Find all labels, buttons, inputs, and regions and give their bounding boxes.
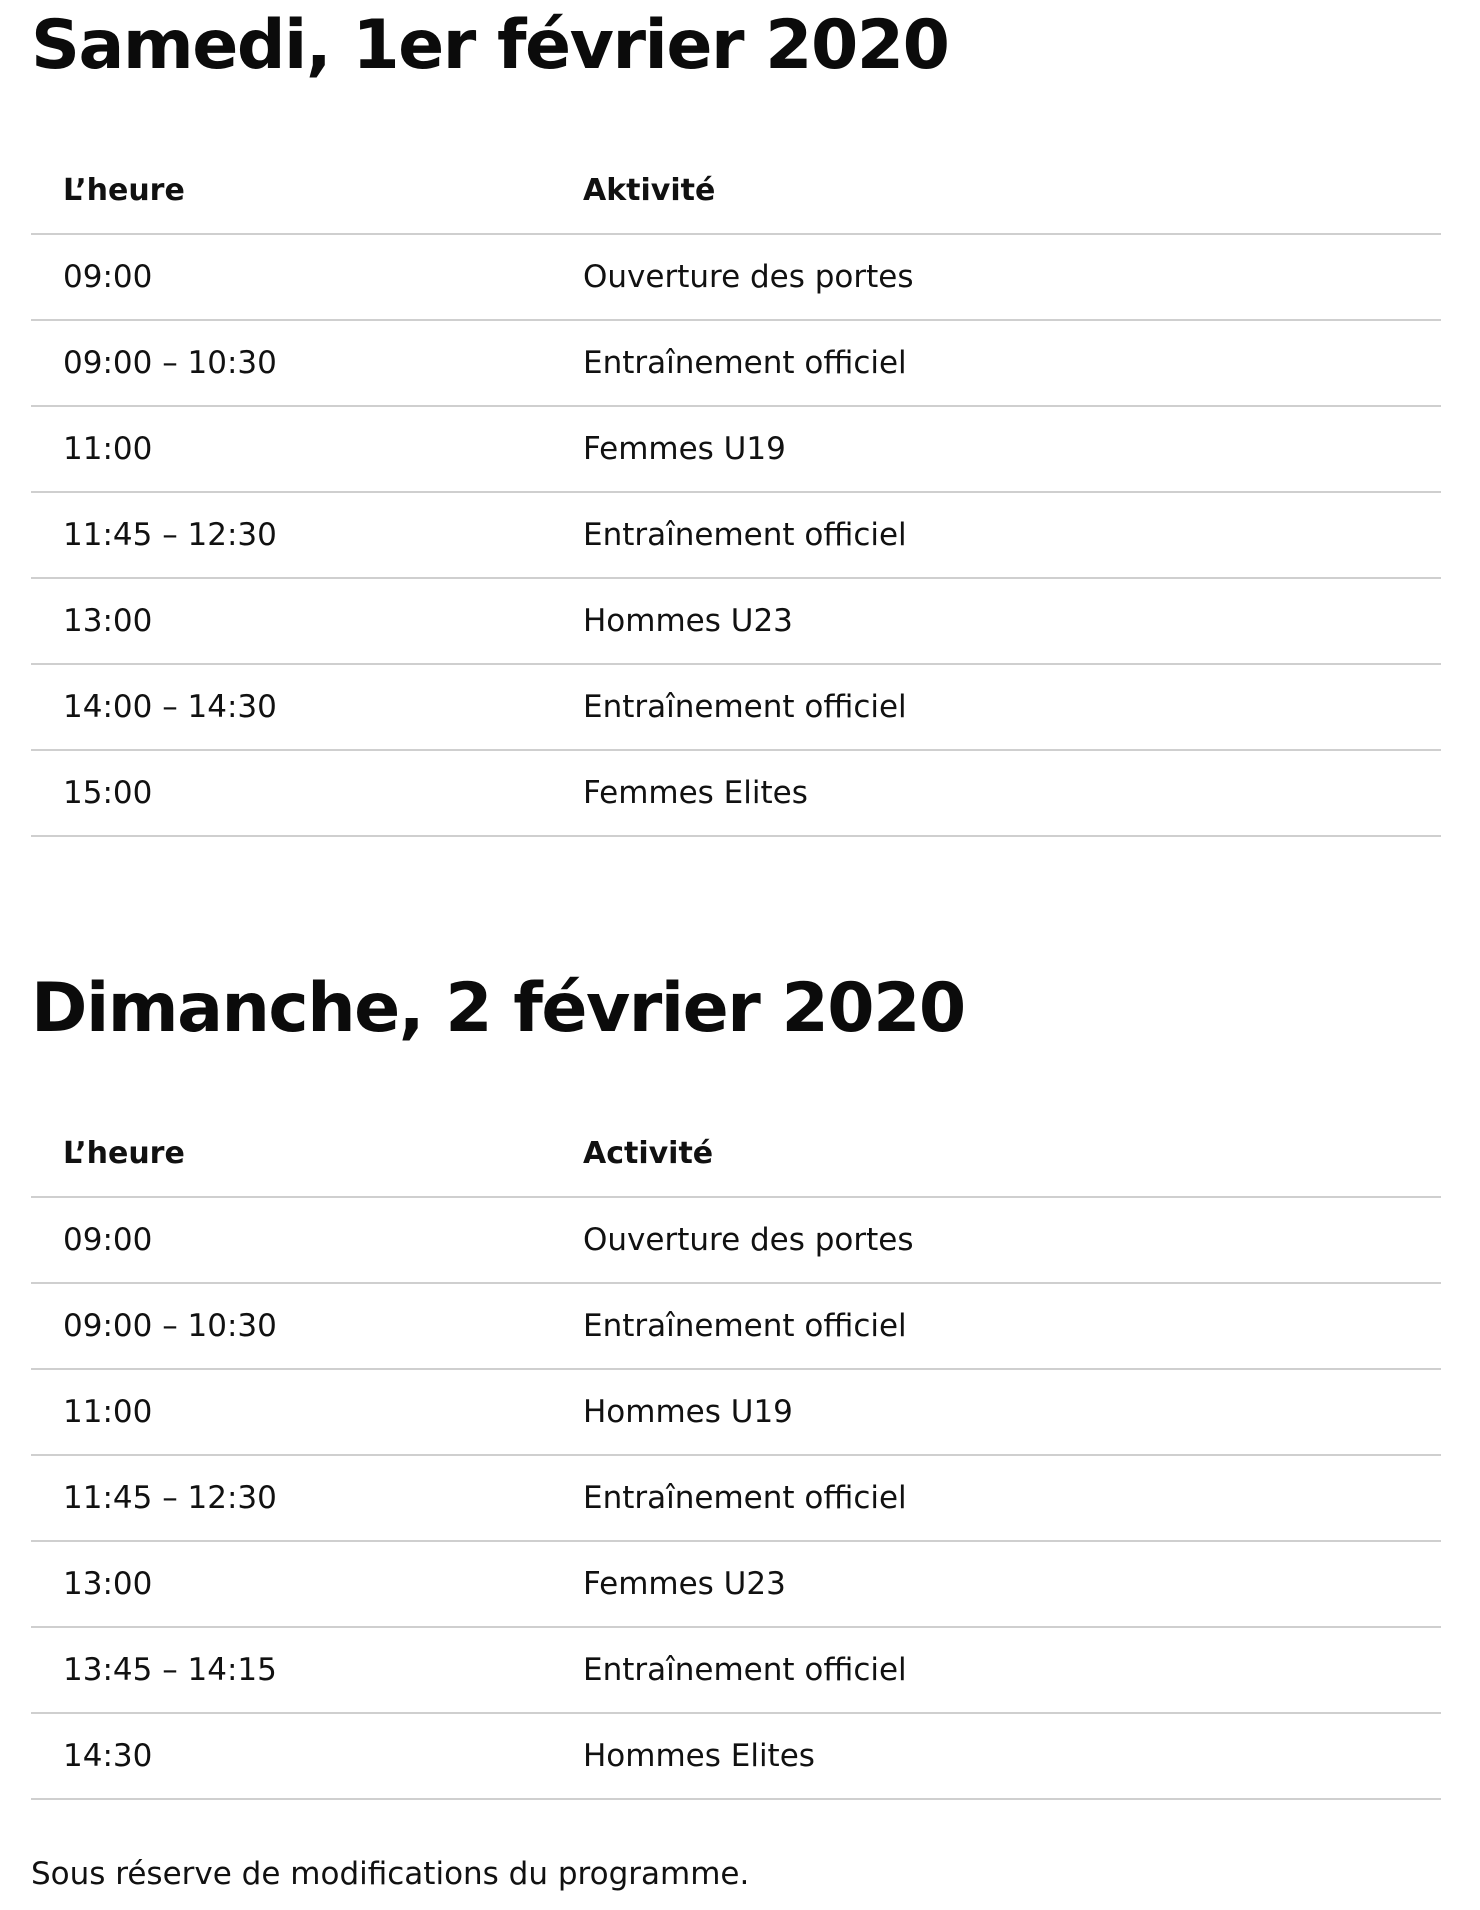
- table-header: [31, 1111, 1441, 1198]
- schedule-table-sunday: [31, 1111, 1441, 1800]
- activity-cell: Entraînement officiel: [583, 689, 907, 725]
- table-row: [31, 407, 1441, 493]
- activity-cell: Femmes Elites: [583, 775, 808, 811]
- schedule-footnote: Sous réserve de modifications du programme.: [31, 1856, 750, 1892]
- activity-cell: Femmes U19: [583, 431, 786, 467]
- activity-cell: Hommes U23: [583, 603, 793, 639]
- activity-cell: Entraînement officiel: [583, 517, 907, 553]
- table-row: [31, 1542, 1441, 1628]
- table-row: [31, 493, 1441, 579]
- time-cell: 13:00: [63, 603, 153, 639]
- activity-cell: Hommes U19: [583, 1394, 793, 1430]
- table-row: [31, 665, 1441, 751]
- table-row: [31, 1628, 1441, 1714]
- column-header-activity: Activité: [583, 1136, 714, 1171]
- time-cell: 09:00: [63, 259, 153, 295]
- time-cell: 15:00: [63, 775, 153, 811]
- activity-cell: Entraînement officiel: [583, 1480, 907, 1516]
- column-header-activity: Aktivité: [583, 173, 716, 208]
- time-cell: 14:30: [63, 1738, 153, 1774]
- schedule-table-saturday: [31, 148, 1441, 837]
- column-header-time: L’heure: [63, 173, 185, 208]
- activity-cell: Entraînement officiel: [583, 1652, 907, 1688]
- time-cell: 13:00: [63, 1566, 153, 1602]
- time-cell: 09:00: [63, 1222, 153, 1258]
- table-row: [31, 235, 1441, 321]
- day-title-saturday: Samedi, 1er février 2020: [31, 6, 949, 85]
- time-cell: 11:45 – 12:30: [63, 517, 277, 553]
- table-row: [31, 751, 1441, 837]
- table-row: [31, 579, 1441, 665]
- time-cell: 11:00: [63, 1394, 153, 1430]
- table-row: [31, 1370, 1441, 1456]
- table-row: [31, 1284, 1441, 1370]
- table-header: [31, 148, 1441, 235]
- activity-cell: Entraînement officiel: [583, 345, 907, 381]
- time-cell: 09:00 – 10:30: [63, 1308, 277, 1344]
- table-row: [31, 1714, 1441, 1800]
- activity-cell: Ouverture des portes: [583, 1222, 914, 1258]
- column-header-time: L’heure: [63, 1136, 185, 1171]
- activity-cell: Ouverture des portes: [583, 259, 914, 295]
- table-row: [31, 321, 1441, 407]
- table-row: [31, 1198, 1441, 1284]
- activity-cell: Entraînement officiel: [583, 1308, 907, 1344]
- day-title-sunday: Dimanche, 2 février 2020: [31, 969, 965, 1048]
- activity-cell: Femmes U23: [583, 1566, 786, 1602]
- time-cell: 09:00 – 10:30: [63, 345, 277, 381]
- time-cell: 14:00 – 14:30: [63, 689, 277, 725]
- time-cell: 13:45 – 14:15: [63, 1652, 277, 1688]
- activity-cell: Hommes Elites: [583, 1738, 815, 1774]
- time-cell: 11:45 – 12:30: [63, 1480, 277, 1516]
- table-row: [31, 1456, 1441, 1542]
- time-cell: 11:00: [63, 431, 153, 467]
